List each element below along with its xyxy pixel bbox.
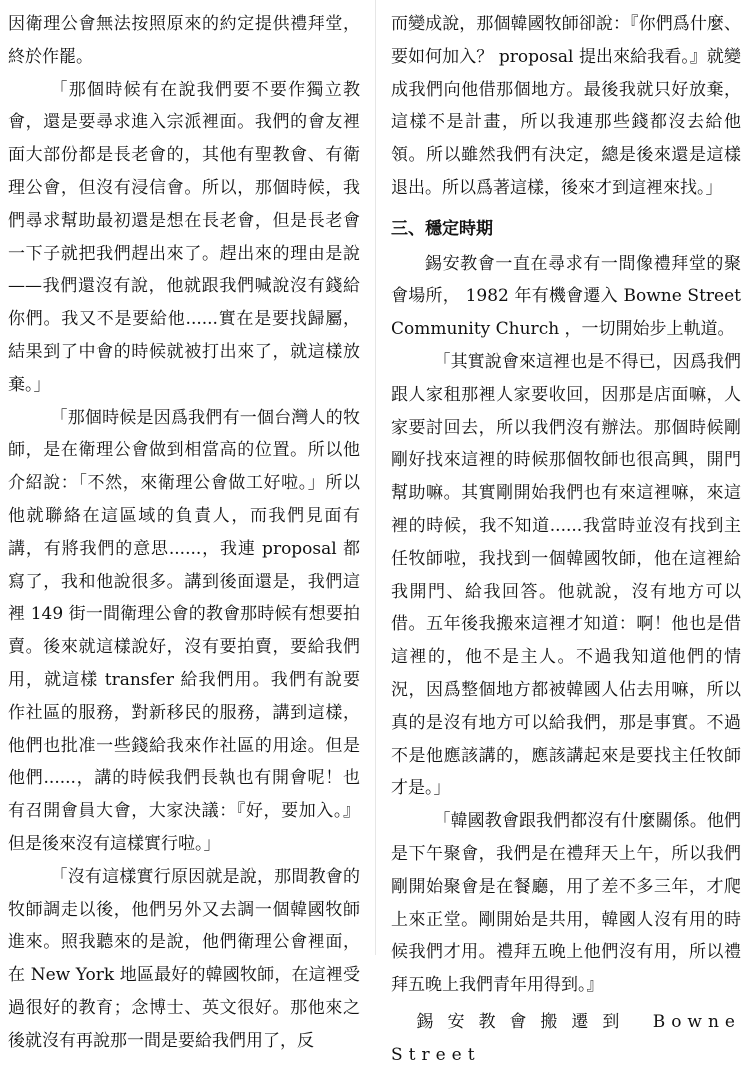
paragraph: 「那個時候有在說我們要不要作獨立教會，還是要尋求進入宗派裡面。我們的會友裡面大部份都是長老會的，其他有聖教會、有衛理公會，但沒有浸信會。所以，那個時候，我們尋求幫助最初還是想在長老會，但是長老會一下子就把我們趕出來了。趕出來的理由是說——我們還沒有說，他就跟我們喊說沒有錢給你們。我又不是要給他......實在是要找歸屬，結果到了中會的時候就被打出來了，就這樣放棄。」 [8, 79, 360, 395]
closing-line: 錫安教會搬遷到 Bowne Street [391, 1011, 741, 1065]
left-column [8, 8, 360, 1058]
paragraph: 「沒有這樣實行原因就是說，那間教會的牧師調走以後，他們另外又去調一個韓國牧師進來。照我聽來的是說，他們衛理公會裡面，在 New York 地區最好的韓國牧師，在這裡受過很好的教育；念博士、英文很好。那他來之後就沒有再說那一間是要給我們用了，反 [8, 866, 360, 1051]
column-divider [375, 0, 376, 955]
paragraph: 「韓國教會跟我們都沒有什麼關係。他們是下午聚會，我們是在禮拜天上午，所以我們剛開始聚會是在餐廳，用了差不多三年，才爬上來正堂。剛開始是共用，韓國人沒有用的時候我們才用。禮拜五晚上他們沒有用，所以禮拜五晚上我們青年用得到。』 [391, 811, 741, 996]
paragraph: 「那個時候是因爲我們有一個台灣人的牧師，是在衛理公會做到相當高的位置。所以他介紹說：「不然，來衛理公會做工好啦。」所以他就聯絡在這區域的負責人，而我們見面有講，有將我們的意思......，我連 proposal 都寫了，我和他說很多。講到後面還是，我們這裡 149 街一間衛理公會的教會那時候有想要拍賣。後來就這樣說好，沒有要拍賣，要給我們用，就這樣 transfer 給我們用。我們有說要作社區的服務，對新移民的服務，講到這樣，他們也批准一些錢給我來作社區的用途。但是他們......，講的時候我們長執也有開會呢！也有召開會員大會，大家決議：『好，要加入。』但是後來沒有這樣實行啦。」 [8, 407, 360, 854]
paragraph: 因衛理公會無法按照原來的約定提供禮拜堂，終於作罷。 [8, 14, 360, 67]
right-column [391, 8, 741, 1072]
paragraph: 「其實說會來這裡也是不得已，因爲我們跟人家租那裡人家要收回，因那是店面嘛，人家要討回去，所以我們沒有辦法。那個時候剛剛好找來這裡的時候那個牧師也很高興，開門幫助嘛。其實剛開始我們也有來這裡嘛，來這裡的時候，我不知道......我當時並沒有找到主任牧師啦，我找到一個韓國牧師，他在這裡給我開門、給我回答。他就說，沒有地方可以借。五年後我搬來這裡才知道：啊！他也是借這裡的，他不是主人。不過我知道他們的情況，因爲整個地方都被韓國人佔去用嘛，所以真的是沒有地方可以給我們，那是事實。不過不是他應該講的，應該講起來是要找主任牧師才是。」 [391, 351, 741, 799]
section-heading: 三、穩定時期 [391, 218, 493, 239]
paragraph: 錫安教會一直在尋求有一間像禮拜堂的聚會場所， 1982 年有機會遷入 Bowne Street Community Church ，一切開始步上軌道。 [391, 253, 741, 340]
paragraph: 而變成說，那個韓國牧師卻說：『你們爲什麼、要如何加入？ proposal 提出來給我看。』就變成我們向他借那個地方。最後我就只好放棄，這樣不是計畫，所以我連那些錢都沒去給他領。所以雖然我們有決定，總是後來還是這樣退出。所以爲著這樣，後來才到這裡來找。」 [391, 14, 741, 198]
